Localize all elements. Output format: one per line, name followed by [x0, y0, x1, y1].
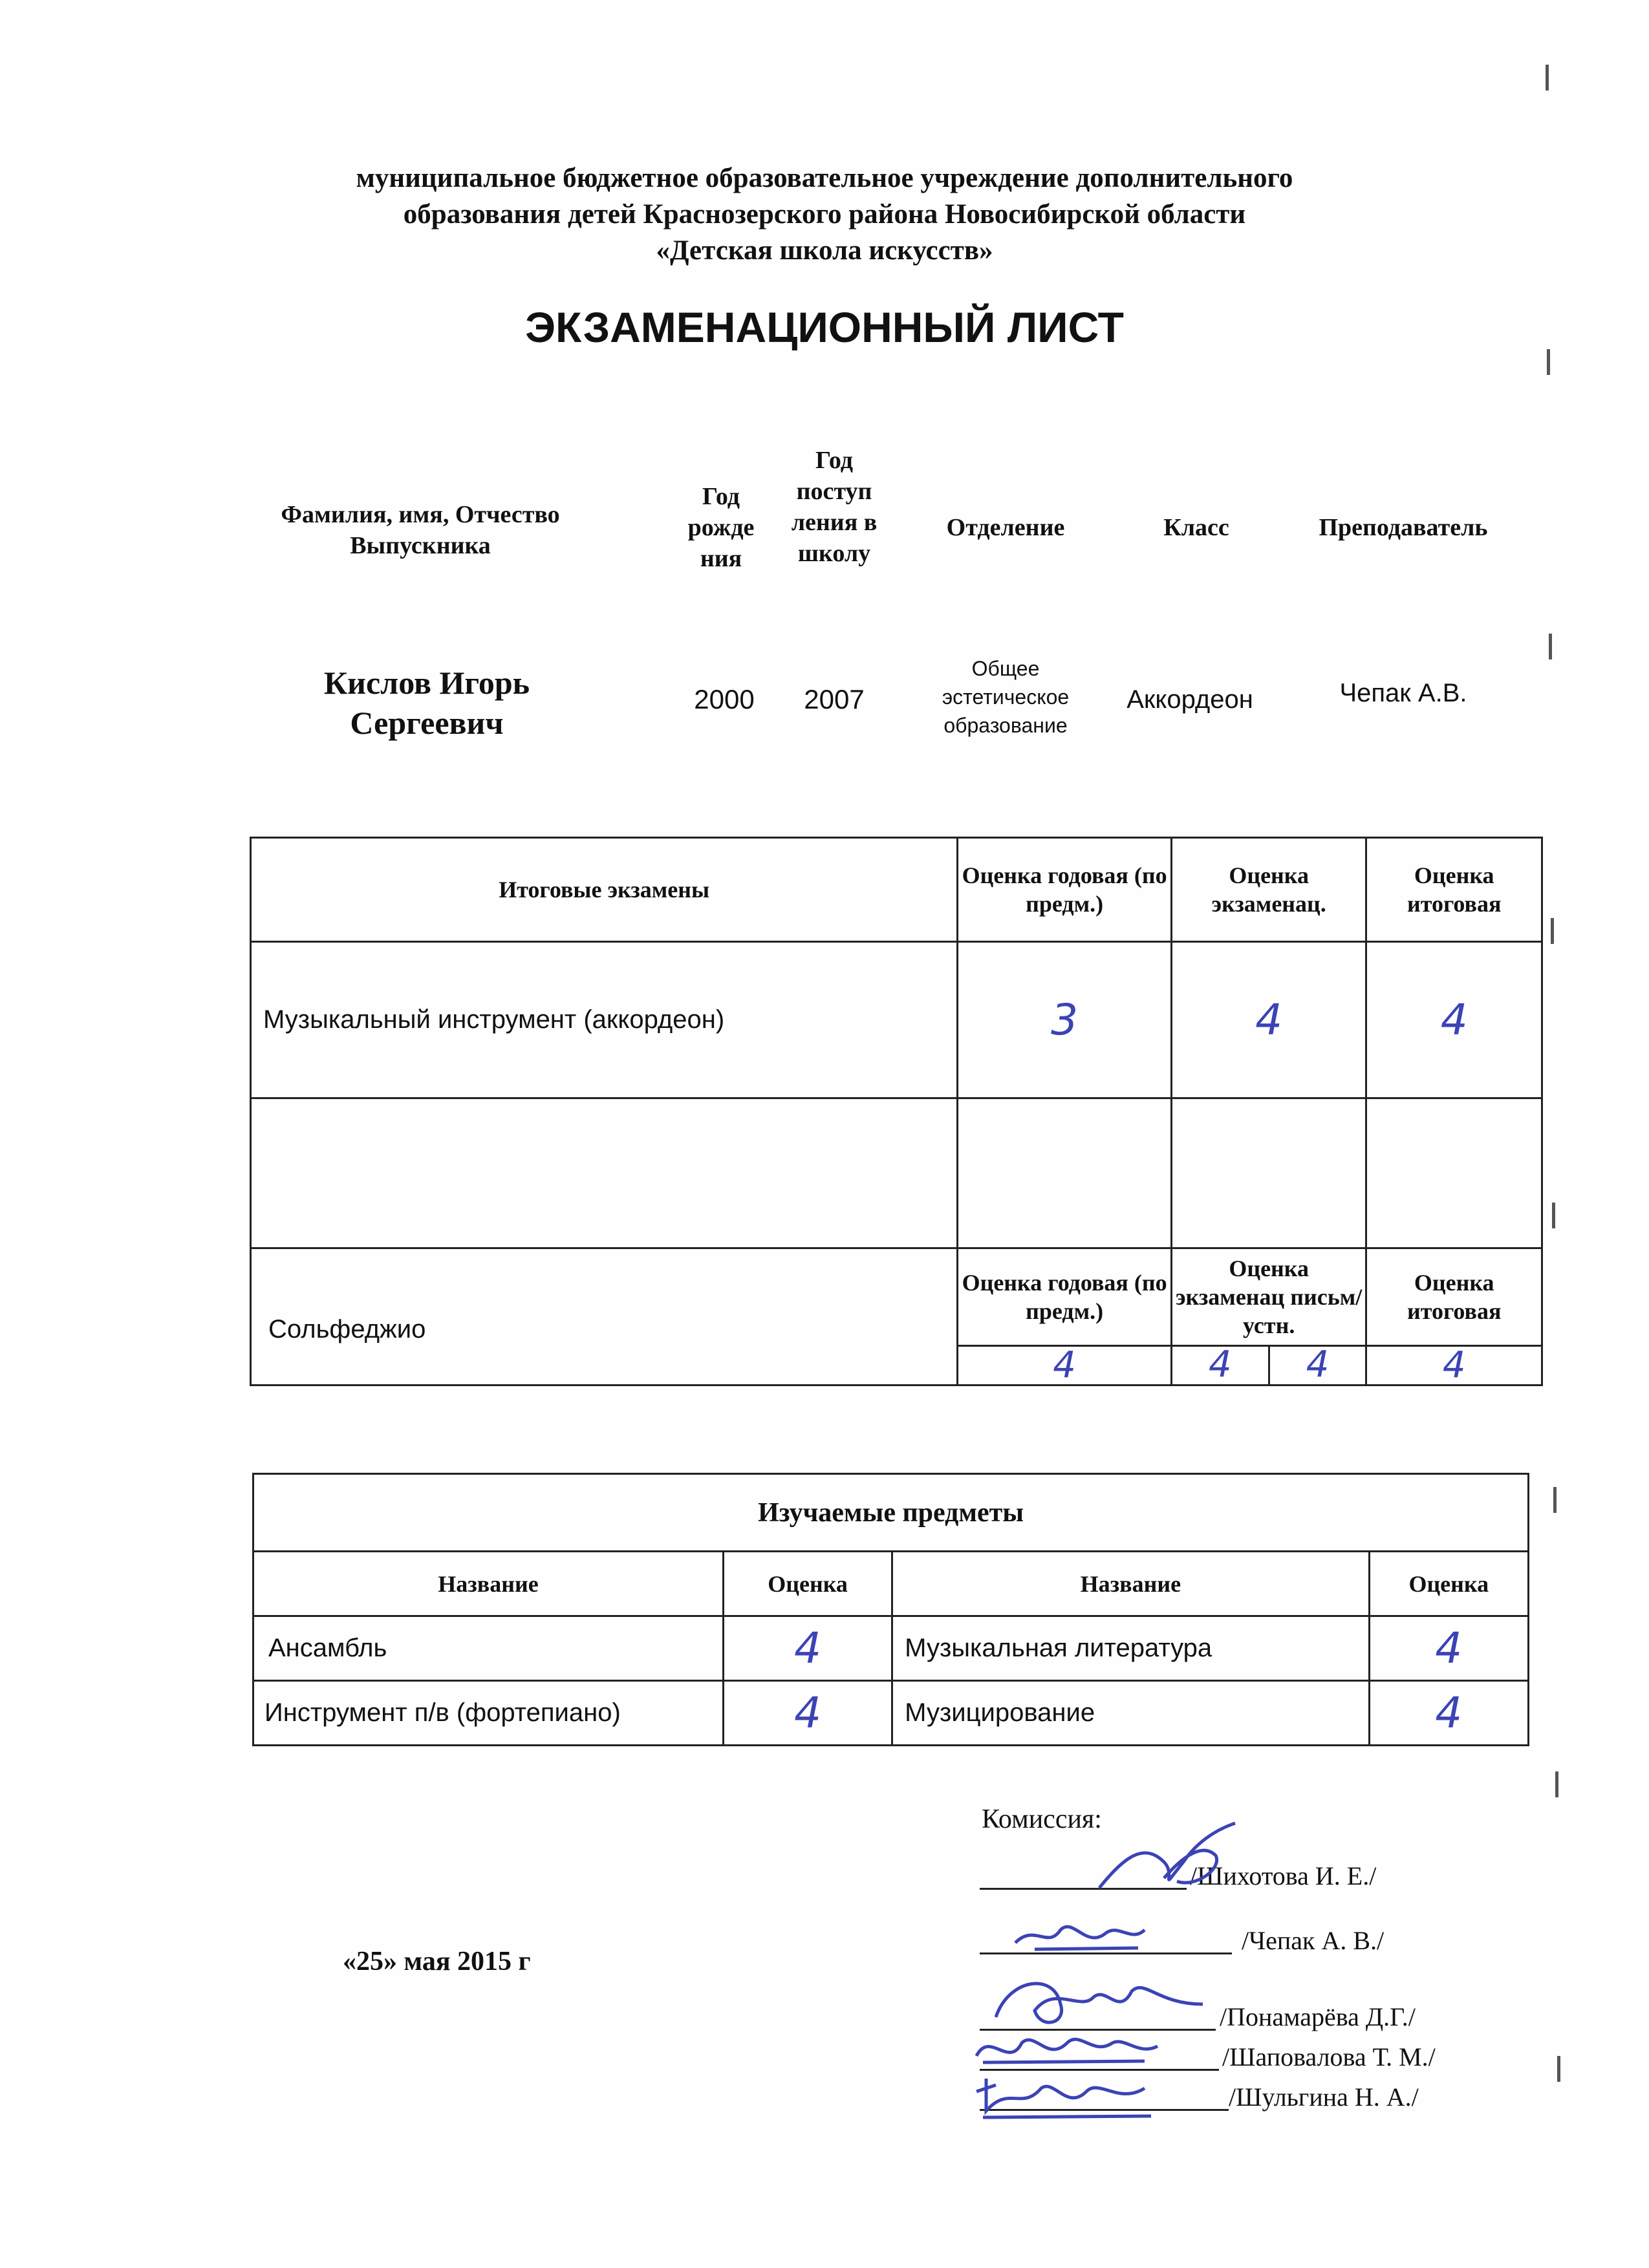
- col-header-name: Фамилия, имя, Отчество Выпускника: [281, 501, 560, 559]
- solfeggio-header-final: Оценка итоговая: [1366, 1248, 1542, 1346]
- subjects-header-name-2: Название: [892, 1552, 1369, 1616]
- institution-line-2: образования детей Краснозерского района Новосибирской области: [403, 199, 1246, 230]
- col-header-class: Класс: [1163, 514, 1229, 541]
- subjects-header-grade-1: Оценка: [723, 1552, 892, 1616]
- signature-2: [1009, 1910, 1151, 1962]
- solfeggio-grade-written: 4: [1172, 1347, 1270, 1384]
- commission-member: /Шаповалова Т. М./: [1222, 2042, 1436, 2071]
- col-header-teacher: Преподаватель: [1319, 514, 1488, 541]
- class: Аккордеон: [1126, 685, 1253, 714]
- empty-cell: [958, 1098, 1172, 1248]
- commission-member: /Шихотова И. Е./: [1190, 1861, 1377, 1890]
- signature-5: [970, 2059, 1164, 2124]
- signature-1: [1086, 1817, 1242, 1907]
- subject-name: Инструмент п/в (фортепиано): [253, 1681, 724, 1746]
- exam-grade-exam: 4: [1171, 942, 1366, 1098]
- solfeggio-header-annual: Оценка годовая (по предм.): [958, 1248, 1172, 1346]
- solfeggio-subject: Сольфеджио: [251, 1248, 958, 1385]
- empty-cell: [1171, 1098, 1366, 1248]
- subject-grade: 4: [723, 1616, 892, 1681]
- solfeggio-header-exam: Оценка экзаменац письм/устн.: [1171, 1248, 1366, 1346]
- exams-header-annual: Оценка годовая (по предм.): [958, 838, 1172, 942]
- entry-year: 2007: [804, 684, 865, 714]
- exam-subject: Музыкальный инструмент (аккордеон): [251, 942, 958, 1098]
- document-title: ЭКЗАМЕНАЦИОННЫЙ ЛИСТ: [525, 303, 1124, 351]
- subject-name: Ансамбль: [253, 1616, 724, 1681]
- scan-mark: [1551, 918, 1554, 944]
- solfeggio-grade-annual: 4: [958, 1346, 1172, 1385]
- table-row: [251, 942, 1542, 1098]
- institution-line-3: «Детская школа искусств»: [656, 235, 993, 266]
- empty-cell: [251, 1098, 958, 1248]
- department: Общее эстетическое образование: [942, 657, 1070, 737]
- scan-mark: [1546, 65, 1549, 91]
- subject-name: Музыкальная литература: [892, 1616, 1369, 1681]
- col-header-birth-year: Год рожде ния: [687, 483, 755, 572]
- table-row-empty: [251, 1098, 1542, 1248]
- commission-member: /Шульгина Н. А./: [1229, 2082, 1419, 2112]
- subjects-header-name-1: Название: [253, 1552, 724, 1616]
- subjects-title: Изучаемые предметы: [253, 1474, 1529, 1552]
- col-header-entry-year: Год поступ ления в школу: [791, 447, 878, 567]
- teacher: Чепак А.В.: [1339, 679, 1467, 707]
- solfeggio-grade-oral: 4: [1306, 1343, 1330, 1386]
- solfeggio-exam-cell: [1171, 1343, 1366, 1386]
- scan-mark: [1549, 634, 1552, 659]
- scan-mark: [1547, 349, 1550, 375]
- solfeggio-grade-final: 4: [1366, 1346, 1542, 1385]
- institution-line-1: муниципальное бюджетное образовательное учреждение дополнительного: [356, 163, 1293, 193]
- scan-mark: [1555, 1771, 1558, 1797]
- final-exams-table: [250, 837, 1543, 1386]
- exams-header-subject: Итоговые экзамены: [251, 838, 958, 942]
- exams-header-exam: Оценка экзаменац.: [1171, 838, 1366, 942]
- scan-mark: [1553, 1487, 1557, 1513]
- empty-cell: [1366, 1098, 1542, 1248]
- scan-mark: [1552, 1203, 1555, 1228]
- date: «25» мая 2015 г: [343, 1947, 531, 1976]
- exams-header-final: Оценка итоговая: [1366, 838, 1542, 942]
- subjects-table: [252, 1473, 1529, 1746]
- subject-grade: 4: [1369, 1616, 1528, 1681]
- subject-name: Музицирование: [892, 1681, 1369, 1746]
- commission-label: Комиссия:: [982, 1804, 1102, 1834]
- exam-grade-final: 4: [1366, 942, 1542, 1098]
- col-header-department: Отделение: [946, 514, 1065, 541]
- commission-member: /Понамарёва Д.Г./: [1220, 2002, 1416, 2031]
- subjects-header-grade-2: Оценка: [1369, 1552, 1528, 1616]
- table-row: [253, 1681, 1529, 1746]
- student-name: Кислов Игорь Сергеевич: [323, 665, 530, 741]
- subject-grade: 4: [723, 1681, 892, 1746]
- scan-mark: [1557, 2056, 1560, 2082]
- table-row: [253, 1616, 1529, 1681]
- subject-grade: 4: [1369, 1681, 1528, 1746]
- birth-year: 2000: [694, 684, 755, 714]
- exam-grade-annual: 3: [958, 942, 1172, 1098]
- commission-member: /Чепак А. В./: [1242, 1926, 1385, 1955]
